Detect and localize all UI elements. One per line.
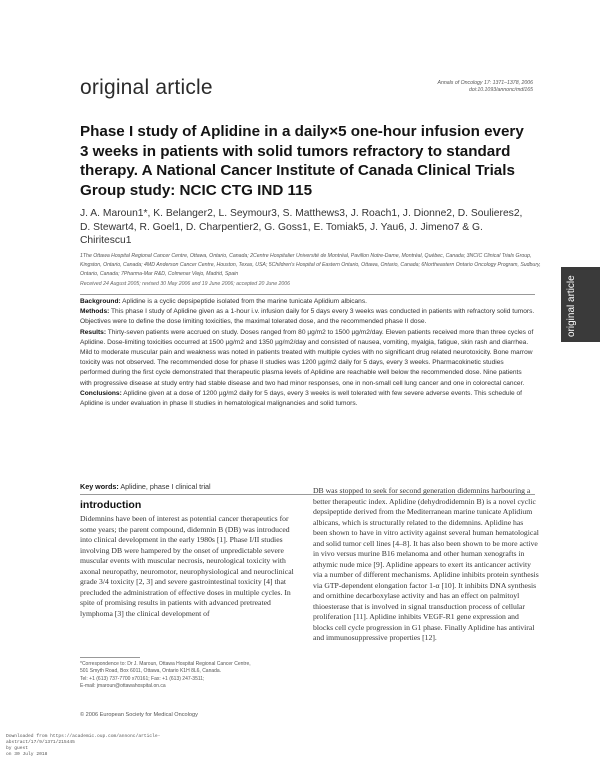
- footnote-rule: [80, 657, 140, 658]
- abstract-background: Background: Aplidine is a cyclic depsipeptide isolated from the marine tunicate Aplidium albicans.: [80, 298, 367, 305]
- received-dates: Received 24 August 2005; revised 30 May 2006 and 19 June 2006; accepted 20 June 2006: [80, 281, 291, 287]
- download-url[interactable]: Downloaded from https://academic.oup.com/annonc/article-abstract/17/9/1371/215445: [6, 734, 161, 745]
- article-title: Phase I study of Aplidine in a daily×5 one-hour infusion every 3 weeks in patients with solid tumors refractory to standard therapy. A National Cancer Institute of Canada Clinical Trials Group study: NCIC CTG IND 115: [80, 123, 524, 199]
- email-link[interactable]: E-mail: jmaroun@ottawahospital.on.ca: [80, 682, 166, 689]
- journal-line: Annals of Oncology 17: 1371–1378, 2006: [437, 80, 533, 86]
- abstract-methods: Methods: This phase I study of Aplidine given as a 1-hour i.v. infusion daily for 5 days every 3 weeks was conducted in patients with refractory solid tumors. Objectives were to define the dose limiting toxicities, the maximal tolerated dose, and the recommended phase II dose.: [80, 308, 535, 326]
- keywords-label: Key words:: [80, 482, 119, 491]
- affiliations: 1The Ottawa Hospital Regional Cancer Centre, Ottawa, Ontario, Canada; 2Centre Hospitalier Université de Montréal, Pavillon Notre-Dame, Montréal, Québec, Canada; 3NCIC Clinical Trials Group, Kingston, Ontario, Canada; 4MD Anderson Cancer Centre, Houston, Texas, USA; 5Children's Hospital of Eastern Ontario, Ottawa, Ontario, Canada; 6Northeastern Ontario Oncology Program, Sudbury, Ontario, Canada; 7Pharma-Mar R&D, Colmenar Viejo, Madrid, Spain: [80, 253, 541, 277]
- section-label: original article: [80, 76, 213, 99]
- intro-column-left: Didemnins have been of interest as potential cancer therapeutics for some years; the parent compound, didemnin B (DB) was introduced into clinical development in the early 1980s [1]. Phase I/II studies involving DB were hampered by the onset of unpredictable severe muscular events with muscular necrosis, neurological toxicity with axonal neuropathy, neuromotor, neurophysiological and neuroclinical grade 3/4 toxicity [2, 3] and severe gastrointestinal toxicity [4] that precluded the administration of effective doses in multiple cycles. In spite of promising results in patients with advanced pretreated lymphoma [3] the clinical development of: [80, 514, 294, 618]
- keywords: [80, 482, 211, 491]
- abstract: [80, 297, 535, 409]
- author-list: J. A. Maroun1*, K. Belanger2, L. Seymour3, S. Matthews3, J. Roach1, J. Dionne2, D. Soulieres2, D. Stewart4, R. Goel1, D. Charpentier2, G. Goss1, E. Tomiak5, J. Yau6, J. Jimeno7 & G. Chiritescu1: [80, 208, 523, 247]
- intro-column-right: DB was stopped to seek for second generation didemnins harbouring a better therapeutic index. Aplidine (dehydrodidemnin B) is a novel cyclic depsipeptide derived from the Mediterranean marine tunicate Aplidium albicans, which is structurally related to the didemnins. Aplidine has been shown to have in vitro activity against several human hematological and solid tumor cell lines [4–8]. It has also been shown to be more active in vivo versus murine B16 melanoma and other human xenografts in athymic nude mice [9]. Aplidine appears to exert its anticancer activity via a number of different mechanisms. Aplidine inhibits protein synthesis via GTP-dependent elongation factor 1-α [10]. It inhibits DNA synthesis and ornithine decarboxylase activity and has an effect on palmitoyl thioesterase that is involved in signal transduction process of cellular proliferation [11]. Aplidine inhibits VEGF-R1 gene expression and blocks cell cycle progression in G1 phase. Finally Aplidine has antiviral and immunosuppressive properties [12].: [313, 486, 539, 642]
- correspondence-footnote: *Correspondence to: Dr J. Maroun, Ottawa Hospital Regional Cancer Centre, 501 Smyth Road, Box 6011, Ottawa, Ontario K1H 8L6, Canada. Tel: +1 (613) 737-7700 x70161; Fax: +1 (613) 247-3511; E-mail: jmaroun@ottawahospital.on.ca: [80, 661, 300, 690]
- download-stamp: Downloaded from https://academic.oup.com/annonc/article-abstract/17/9/1371/215445 by guest on 30 July 2018: [6, 734, 166, 758]
- abstract-results: Results: Thirty-seven patients were accrued on study. Doses ranged from 80 µg/m2 to 1500 µg/m2/day. Eleven patients received more than three cycles of Aplidine. Dose-limiting toxicities occurred at 1500 µg/m2 and 1350 µg/m2/day and consisted of nausea, vomiting, myalgia, fatigue, skin rash and diarrhea. Mild to moderate muscular pain and weakness was noted in patients treated with multiple cycles with no significant drug related neurotoxicity. Bone marrow toxicity was not observed. The recommended dose for phase II studies was 1200 µg/m2 daily for 5 days, every 3 weeks. Pharmacokinetic studies performed during the first cycle demonstrated that therapeutic plasma levels of Aplidine are reachable well below the recommended dose. Nine patients with progressive disease at study entry had stable disease and two had minor responses, one in non-small cell lung cancer and one in colorectal cancer.: [80, 328, 534, 387]
- journal-citation: [438, 80, 533, 94]
- abstract-conclusions: Conclusions: Aplidine given at a dose of 1200 µg/m2 daily for 5 days, every 3 weeks is well tolerated with few severe adverse events. This schedule of Aplidine is under evaluation in phase II studies in hematological malignancies and solid tumors.: [80, 389, 523, 408]
- abstract-top-rule: [80, 294, 535, 295]
- copyright: © 2006 European Society for Medical Oncology: [80, 712, 198, 718]
- side-tab-label: original article: [566, 275, 577, 337]
- keywords-text: Aplidine, phase I clinical trial: [120, 482, 211, 491]
- introduction-heading: introduction: [80, 499, 142, 511]
- doi-line[interactable]: doi:10.1093/annonc/mdl165: [468, 87, 533, 93]
